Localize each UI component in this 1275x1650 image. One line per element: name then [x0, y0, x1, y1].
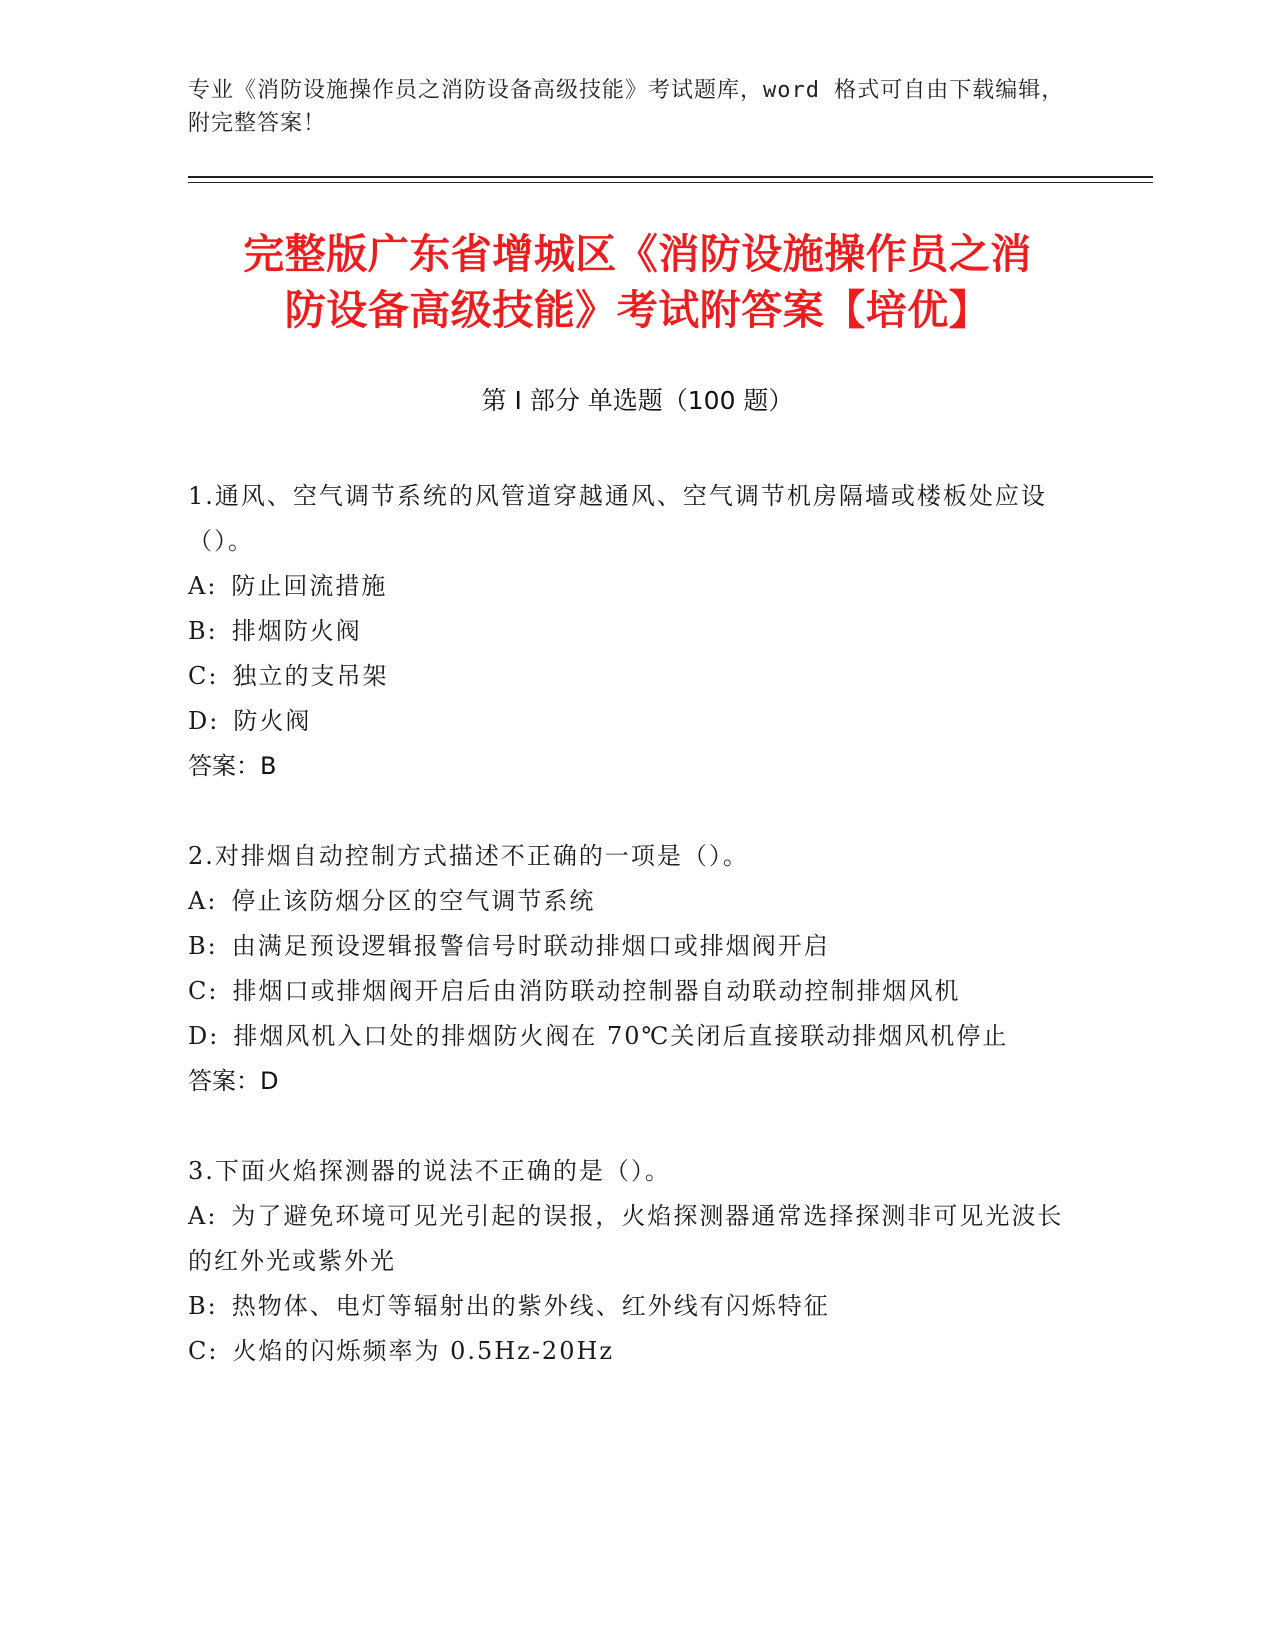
- option-label: B:: [188, 1292, 218, 1320]
- header-divider: [188, 176, 1153, 178]
- question-list: [188, 474, 1088, 1419]
- option-text: 排烟风机入口处的排烟防火阀在 70℃关闭后直接联动排烟风机停止: [233, 1022, 1009, 1050]
- option-c: [188, 969, 1088, 1014]
- document-title-line-2: 防设备高级技能》考试附答案【培优】: [284, 286, 991, 334]
- option-label: A:: [188, 1202, 218, 1230]
- option-d: [188, 699, 1088, 744]
- option-text: 火焰的闪烁频率为 0.5Hz-20Hz: [232, 1337, 615, 1365]
- option-c: [188, 654, 1088, 699]
- option-text: 防止回流措施: [231, 572, 388, 600]
- option-label: C:: [188, 662, 219, 690]
- option-b: [188, 924, 1088, 969]
- question-stem: 1.通风、空气调节系统的风管道穿越通风、空气调节机房隔墙或楼板处应设（）。: [188, 482, 1047, 555]
- option-a: [188, 1194, 1088, 1284]
- option-b: [188, 1284, 1088, 1329]
- option-label: D:: [188, 1022, 220, 1050]
- option-text: 由满足预设逻辑报警信号时联动排烟口或排烟阀开启: [231, 932, 830, 960]
- option-d: [188, 1014, 1088, 1059]
- document-title-line-1: 完整版广东省增城区《消防设施操作员之消: [243, 230, 1032, 278]
- question-stem: 3.下面火焰探测器的说法不正确的是（）。: [188, 1157, 671, 1185]
- option-text: 热物体、电灯等辐射出的紫外线、红外线有闪烁特征: [231, 1292, 830, 1320]
- option-label: D:: [188, 707, 220, 735]
- option-text: 为了避免环境可见光引起的误报，火焰探测器通常选择探测非可见光波长的红外光或紫外光: [188, 1202, 1064, 1275]
- question-stem: 2.对排烟自动控制方式描述不正确的一项是（）。: [188, 842, 749, 870]
- option-text: 独立的支吊架: [232, 662, 389, 690]
- answer: 答案：B: [188, 752, 277, 780]
- option-label: A:: [188, 572, 218, 600]
- header-note: 专业《消防设施操作员之消防设备高级技能》考试题库，word 格式可自由下载编辑，附完整答案！: [188, 78, 1065, 136]
- option-label: C:: [188, 1337, 219, 1365]
- option-b: [188, 609, 1088, 654]
- option-label: A:: [188, 887, 218, 915]
- document-title: [160, 226, 1115, 338]
- option-text: 排烟口或排烟阀开启后由消防联动控制器自动联动控制排烟风机: [232, 977, 961, 1005]
- option-a: [188, 564, 1088, 609]
- option-label: B:: [188, 932, 218, 960]
- section-title: 第 I 部分 单选题（100 题）: [481, 386, 794, 415]
- answer: 答案：D: [188, 1067, 279, 1095]
- option-label: B:: [188, 617, 218, 645]
- option-a: [188, 879, 1088, 924]
- option-text: 排烟防火阀: [231, 617, 362, 645]
- question-2: [188, 834, 1088, 1104]
- option-label: C:: [188, 977, 219, 1005]
- option-text: 停止该防烟分区的空气调节系统: [231, 887, 596, 915]
- question-3: [188, 1149, 1088, 1374]
- option-c: [188, 1329, 1088, 1374]
- option-text: 防火阀: [233, 707, 312, 735]
- header-divider-thin: [188, 182, 1153, 183]
- question-1: [188, 474, 1088, 789]
